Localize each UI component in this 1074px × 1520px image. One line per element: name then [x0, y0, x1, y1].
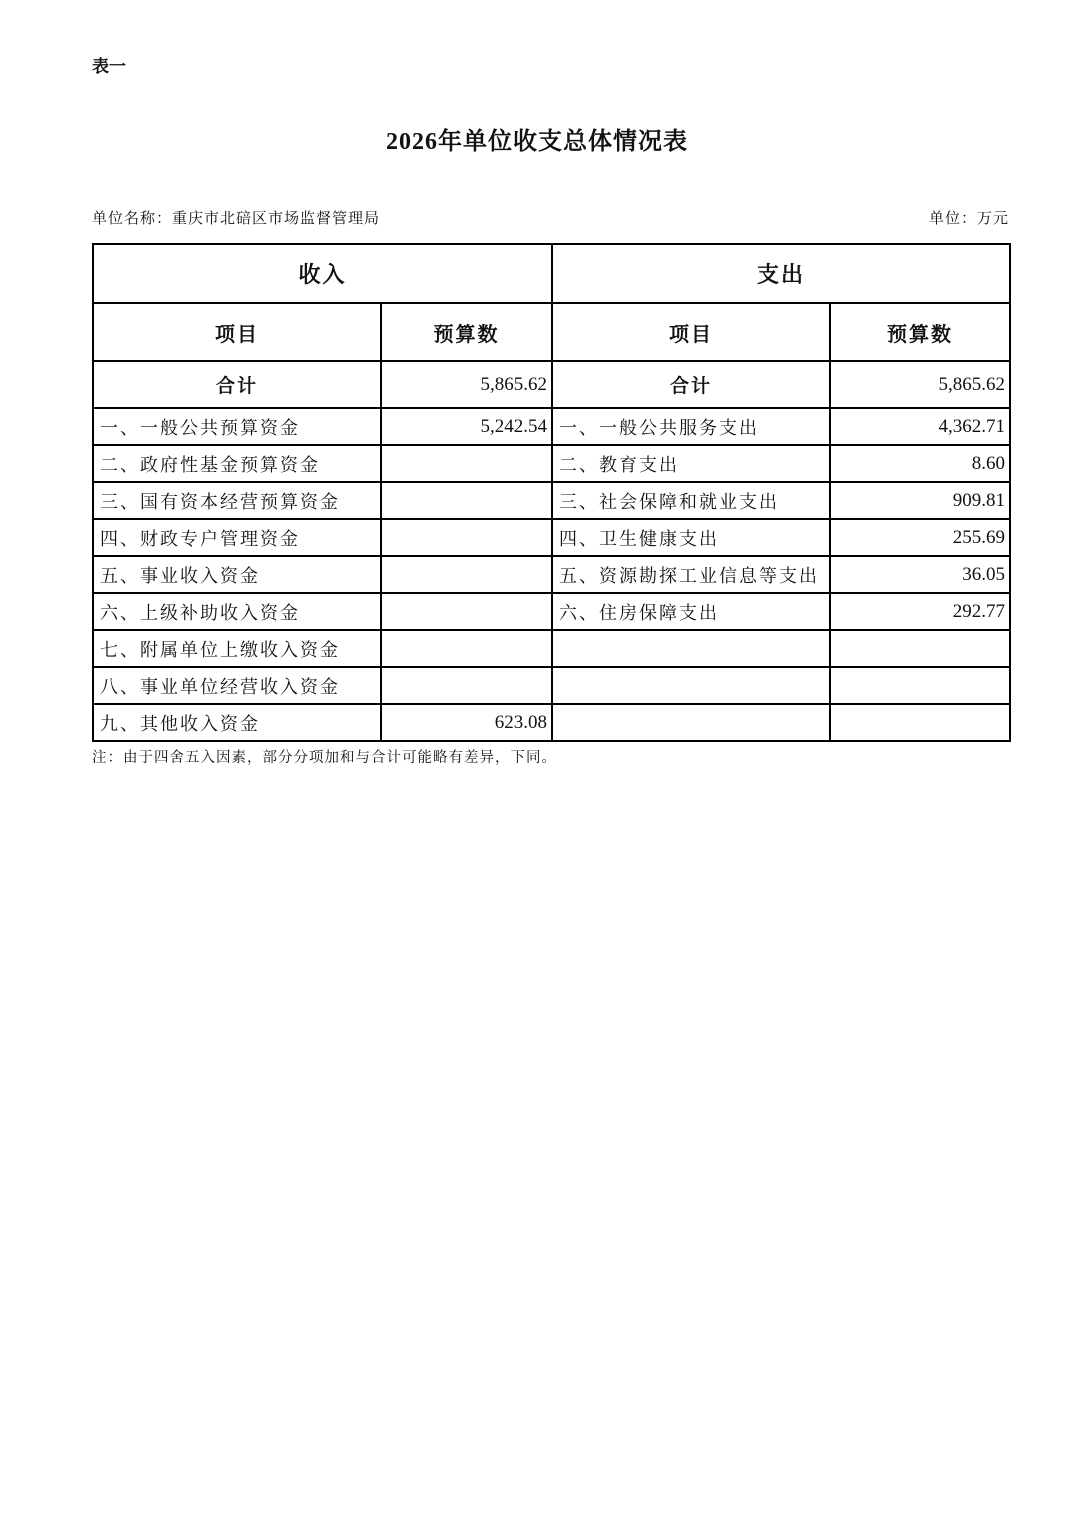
- expense-total-label: 合计: [552, 361, 830, 408]
- income-budget-column-header: 预算数: [381, 303, 552, 361]
- table-row: [93, 408, 1010, 445]
- income-item-value: [381, 519, 552, 556]
- income-item-label: 二、政府性基金预算资金: [93, 445, 381, 482]
- expense-item-label: 二、教育支出: [552, 445, 830, 482]
- income-item-label: 六、上级补助收入资金: [93, 593, 381, 630]
- table-column-header-row: [93, 303, 1010, 361]
- table-row: [93, 482, 1010, 519]
- expense-item-label: [552, 667, 830, 704]
- expense-item-label: 六、住房保障支出: [552, 593, 830, 630]
- income-item-value: [381, 556, 552, 593]
- expense-item-value: 36.05: [830, 556, 1010, 593]
- income-item-label: 八、事业单位经营收入资金: [93, 667, 381, 704]
- income-item-value: [381, 630, 552, 667]
- expense-item-value: [830, 630, 1010, 667]
- income-item-label: 一、一般公共预算资金: [93, 408, 381, 445]
- expense-item-column-header: 项目: [552, 303, 830, 361]
- table-row: [93, 593, 1010, 630]
- expense-total-value: 5,865.62: [830, 361, 1010, 408]
- expense-item-value: 4,362.71: [830, 408, 1010, 445]
- expense-item-label: 五、资源勘探工业信息等支出: [552, 556, 830, 593]
- table-row: [93, 667, 1010, 704]
- table-row: [93, 445, 1010, 482]
- income-item-value: 5,242.54: [381, 408, 552, 445]
- page-title: 2026年单位收支总体情况表: [386, 129, 688, 155]
- expense-item-value: [830, 704, 1010, 741]
- expense-item-label: [552, 704, 830, 741]
- income-total-value: 5,865.62: [381, 361, 552, 408]
- expense-item-value: 909.81: [830, 482, 1010, 519]
- unit-of-measure-label: 单位：万元: [928, 211, 1009, 227]
- expense-item-value: 255.69: [830, 519, 1010, 556]
- budget-table: [92, 243, 1011, 742]
- income-item-value: [381, 593, 552, 630]
- table-row: [93, 519, 1010, 556]
- table-row: [93, 556, 1010, 593]
- income-item-value: [381, 667, 552, 704]
- expense-item-label: 四、卫生健康支出: [552, 519, 830, 556]
- income-item-label: 五、事业收入资金: [93, 556, 381, 593]
- expense-budget-column-header: 预算数: [830, 303, 1010, 361]
- income-item-label: 九、其他收入资金: [93, 704, 381, 741]
- expense-item-label: 一、一般公共服务支出: [552, 408, 830, 445]
- table-meta-row: [92, 207, 1009, 228]
- income-section-header: 收入: [93, 244, 552, 303]
- income-item-label: 四、财政专户管理资金: [93, 519, 381, 556]
- expense-item-label: 三、社会保障和就业支出: [552, 482, 830, 519]
- income-item-value: [381, 482, 552, 519]
- table-section-header-row: [93, 244, 1010, 303]
- expense-item-value: 8.60: [830, 445, 1010, 482]
- income-item-value: [381, 445, 552, 482]
- rounding-note: 注：由于四舍五入因素，部分分项加和与合计可能略有差异，下同。: [92, 750, 557, 766]
- income-item-value: 623.08: [381, 704, 552, 741]
- expense-section-header: 支出: [552, 244, 1010, 303]
- income-total-label: 合计: [93, 361, 381, 408]
- table-row: [93, 704, 1010, 741]
- expense-item-value: 292.77: [830, 593, 1010, 630]
- expense-item-value: [830, 667, 1010, 704]
- table-row-total: [93, 361, 1010, 408]
- table-number-label: 表一: [92, 57, 126, 76]
- table-row: [93, 630, 1010, 667]
- expense-item-label: [552, 630, 830, 667]
- income-item-label: 三、国有资本经营预算资金: [93, 482, 381, 519]
- income-item-column-header: 项目: [93, 303, 381, 361]
- income-item-label: 七、附属单位上缴收入资金: [93, 630, 381, 667]
- unit-name-label: 单位名称：重庆市北碚区市场监督管理局: [92, 211, 381, 227]
